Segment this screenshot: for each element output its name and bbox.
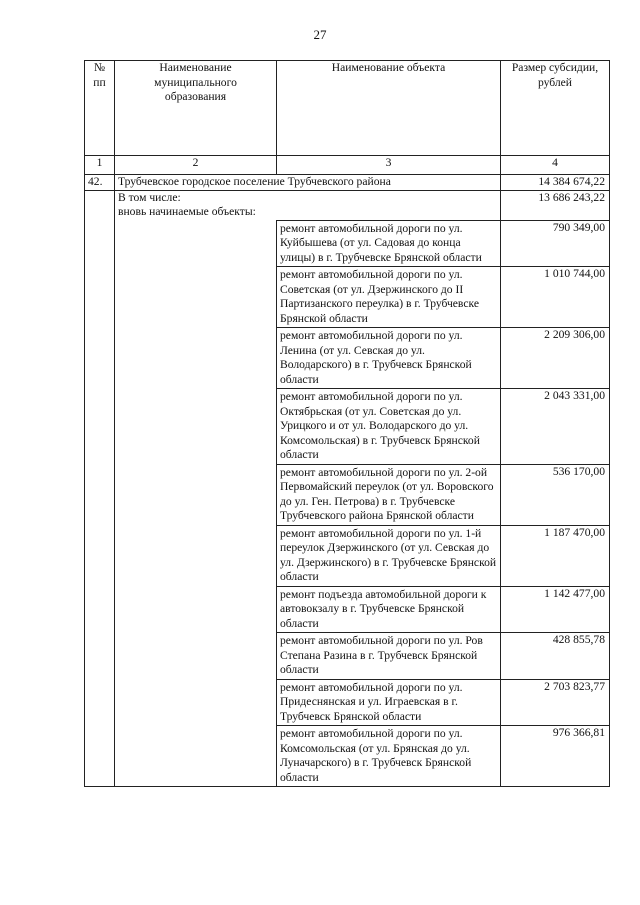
object-amount: 2 043 331,00 <box>501 389 610 465</box>
object-row <box>85 633 610 680</box>
subtotal-row <box>85 190 610 220</box>
column-number: 1 <box>85 156 115 175</box>
object-row <box>85 267 610 328</box>
object-amount: 790 349,00 <box>501 220 610 267</box>
object-name: ремонт автомобильной дороги по ул. Ленина (от ул. Севская до ул. Володарского) в г. Трубчевск Брянской области <box>277 328 501 389</box>
empty-cell <box>85 679 115 726</box>
object-name: ремонт автомобильной дороги по ул. Советская (от ул. Дзержинского до II Партизанского переулка) в г. Трубчевске Брянской области <box>277 267 501 328</box>
object-name: ремонт автомобильной дороги по ул. Октябрьская (от ул. Советская до ул. Урицкого и от ул. Володарского до ул. Комсомольская) в г. Трубчевск Брянской области <box>277 389 501 465</box>
empty-cell <box>85 190 115 220</box>
empty-cell <box>85 389 115 465</box>
header-object: Наименование объекта <box>277 61 501 156</box>
empty-cell <box>115 464 277 525</box>
empty-cell <box>85 525 115 586</box>
empty-cell <box>115 267 277 328</box>
object-name: ремонт автомобильной дороги по ул. Комсомольская (от ул. Брянская до ул. Луначарского) в г. Трубчевск Брянской области <box>277 726 501 787</box>
header-subsidy: Размер субсидии, рублей <box>501 61 610 156</box>
entry-row <box>85 175 610 191</box>
object-row <box>85 586 610 633</box>
empty-cell <box>115 328 277 389</box>
object-row <box>85 389 610 465</box>
object-name: ремонт подъезда автомобильной дороги к автовокзалу в г. Трубчевске Брянской области <box>277 586 501 633</box>
object-amount: 536 170,00 <box>501 464 610 525</box>
object-name: ремонт автомобильной дороги по ул. Придеснянская и ул. Играевская в г. Трубчевск Брянской области <box>277 679 501 726</box>
empty-cell <box>115 389 277 465</box>
empty-cell <box>85 633 115 680</box>
empty-cell <box>115 726 277 787</box>
object-name: ремонт автомобильной дороги по ул. 1-й переулок Дзержинского (от ул. Севская до ул. Дзержинского) в г. Трубчевске Брянской области <box>277 525 501 586</box>
empty-cell <box>115 679 277 726</box>
object-name: ремонт автомобильной дороги по ул. 2-ой Первомайский переулок (от ул. Воровского до ул. Ген. Петрова) в г. Трубчевске Трубчевского района Брянской области <box>277 464 501 525</box>
object-amount: 1 010 744,00 <box>501 267 610 328</box>
empty-cell <box>85 220 115 267</box>
empty-cell <box>115 586 277 633</box>
empty-cell <box>85 464 115 525</box>
empty-cell <box>85 726 115 787</box>
object-row <box>85 220 610 267</box>
header-number: № пп <box>85 61 115 156</box>
object-name: ремонт автомобильной дороги по ул. Куйбышева (от ул. Садовая до конца улицы) в г. Трубчевске Брянской области <box>277 220 501 267</box>
column-number-row <box>85 156 610 175</box>
subtotal-label <box>115 190 501 220</box>
object-amount: 1 142 477,00 <box>501 586 610 633</box>
object-row <box>85 464 610 525</box>
object-amount: 976 366,81 <box>501 726 610 787</box>
empty-cell <box>85 328 115 389</box>
empty-cell <box>115 525 277 586</box>
column-number: 2 <box>115 156 277 175</box>
object-amount: 2 703 823,77 <box>501 679 610 726</box>
object-name: ремонт автомобильной дороги по ул. Ров Степана Разина в г. Трубчевск Брянской области <box>277 633 501 680</box>
entry-total: 14 384 674,22 <box>501 175 610 191</box>
header-municipality: Наименование муниципального образования <box>115 61 277 156</box>
subtotal-label-line: В том числе: <box>118 190 181 204</box>
empty-cell <box>85 267 115 328</box>
empty-cell <box>115 220 277 267</box>
page-number: 27 <box>313 27 327 42</box>
object-row <box>85 525 610 586</box>
table-header-row <box>85 61 610 156</box>
entry-number: 42. <box>85 175 115 191</box>
object-row <box>85 679 610 726</box>
column-number: 4 <box>501 156 610 175</box>
object-row <box>85 328 610 389</box>
object-amount: 1 187 470,00 <box>501 525 610 586</box>
objects-list <box>85 220 610 787</box>
subsidy-table <box>84 60 610 787</box>
entry-name: Трубчевское городское поселение Трубчевского района <box>115 175 501 191</box>
object-amount: 428 855,78 <box>501 633 610 680</box>
object-row <box>85 726 610 787</box>
subtotal-amount: 13 686 243,22 <box>501 190 610 220</box>
empty-cell <box>115 633 277 680</box>
object-amount: 2 209 306,00 <box>501 328 610 389</box>
column-number: 3 <box>277 156 501 175</box>
subtotal-label-line: вновь начинаемые объекты: <box>118 205 256 218</box>
empty-cell <box>85 586 115 633</box>
